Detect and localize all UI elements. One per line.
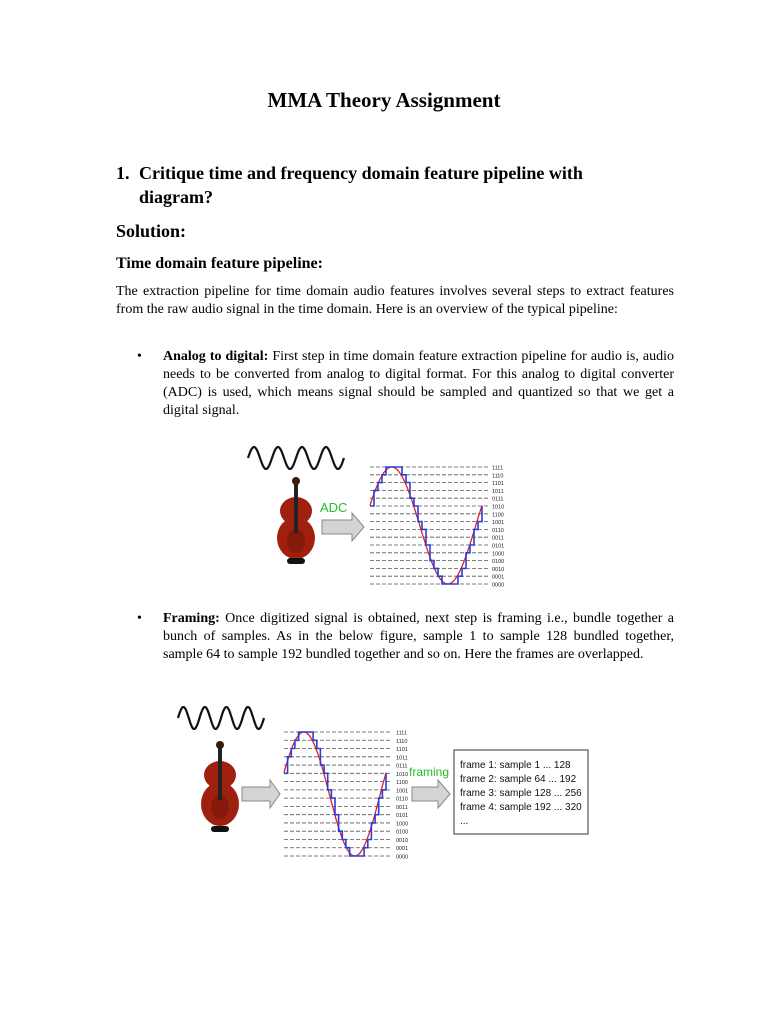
- level-code-label: 1011: [492, 488, 504, 495]
- arrow-right-icon: [412, 780, 450, 808]
- level-code-label: 0001: [396, 846, 409, 853]
- quantization-grid: [370, 466, 504, 589]
- level-code-label: 0110: [492, 527, 504, 534]
- bullet-term: Analog to digital:: [163, 349, 269, 364]
- level-code-label: 1101: [492, 481, 504, 488]
- framing-arrow-label: framing: [409, 765, 450, 779]
- frame-entry: frame 4: sample 192 ... 320: [460, 802, 582, 813]
- bullet-text: Once digitized signal is obtained, next step is framing i.e., bundle together a bunch of samples. As in the below figure, sample 1 to sample 128 bundled together, sample 64 to sample 192 bundled together and so on. Here the frames are overlapped.: [163, 611, 674, 662]
- intro-paragraph: The extraction pipeline for time domain audio features involves several steps to extract features from the raw audio signal in the time domain. Here is an overview of the typical pipeline:: [116, 284, 674, 317]
- level-code-label: 1100: [492, 512, 504, 519]
- question-text: Critique time and frequency domain feature pipeline with diagram?: [139, 163, 583, 207]
- level-code-label: 1001: [396, 788, 409, 795]
- level-code-label: 0101: [396, 813, 409, 820]
- level-code-label: 0001: [492, 574, 505, 581]
- frame-entry: frame 2: sample 64 ... 192: [460, 774, 577, 785]
- document-title: MMA Theory Assignment: [267, 88, 501, 112]
- level-code-label: 1000: [396, 821, 409, 828]
- level-code-label: 1111: [396, 730, 408, 737]
- level-code-label: 0010: [492, 566, 505, 573]
- violin-icon: [277, 477, 315, 564]
- bullet-framing: [163, 610, 674, 664]
- frame-entry: frame 3: sample 128 ... 256: [460, 788, 582, 799]
- quantized-signal: [370, 467, 482, 584]
- analog-wave-icon: [248, 447, 344, 469]
- level-code-label: 1011: [396, 755, 408, 762]
- bullet-term: Framing:: [163, 611, 220, 626]
- level-code-label: 1110: [492, 473, 504, 480]
- bullet-text: First step in time domain feature extraction pipeline for audio is, audio needs to be converted from analog to digital format. For this analog to digital converter (ADC) is used, which means signal should be sampled and quantized so that we get a digital signal.: [163, 349, 674, 418]
- level-code-label: 0100: [492, 559, 505, 566]
- quantized-signal: [284, 732, 386, 856]
- arrow-right-icon: [242, 780, 280, 808]
- frame-entry: frame 1: sample 1 ... 128: [460, 760, 571, 771]
- level-code-label: 0111: [396, 763, 408, 770]
- adc-figure: [244, 440, 514, 590]
- level-code-label: 1101: [396, 747, 408, 754]
- frame-entry: ...: [460, 816, 469, 827]
- level-code-label: 0101: [492, 543, 505, 550]
- violin-icon: [201, 741, 239, 832]
- level-code-label: 1010: [492, 504, 505, 511]
- analog-wave-icon: [178, 707, 264, 729]
- level-code-label: 0110: [396, 796, 408, 803]
- level-code-label: 1001: [492, 520, 505, 527]
- bullet-icon: •: [137, 611, 142, 626]
- level-code-label: 0010: [396, 837, 409, 844]
- framing-figure: [172, 698, 600, 870]
- level-code-label: 0100: [396, 829, 409, 836]
- adc-arrow-label: ADC: [320, 500, 348, 515]
- level-code-label: 0111: [492, 496, 504, 503]
- bullet-analog-to-digital: [163, 348, 674, 420]
- level-code-label: 1100: [396, 780, 408, 787]
- question-number: 1.: [116, 163, 130, 183]
- section-subheading: Time domain feature pipeline:: [116, 255, 323, 272]
- level-code-label: 1000: [492, 551, 505, 558]
- level-code-label: 1010: [396, 771, 409, 778]
- level-code-label: 1111: [492, 465, 504, 472]
- bullet-icon: •: [137, 349, 142, 364]
- level-code-label: 0000: [396, 854, 409, 861]
- arrow-right-icon: [322, 513, 364, 541]
- level-code-label: 0011: [492, 535, 504, 542]
- level-code-label: 0011: [396, 804, 408, 811]
- solution-label: Solution:: [116, 221, 187, 241]
- level-code-label: 1110: [396, 738, 408, 745]
- level-code-label: 0000: [492, 582, 505, 589]
